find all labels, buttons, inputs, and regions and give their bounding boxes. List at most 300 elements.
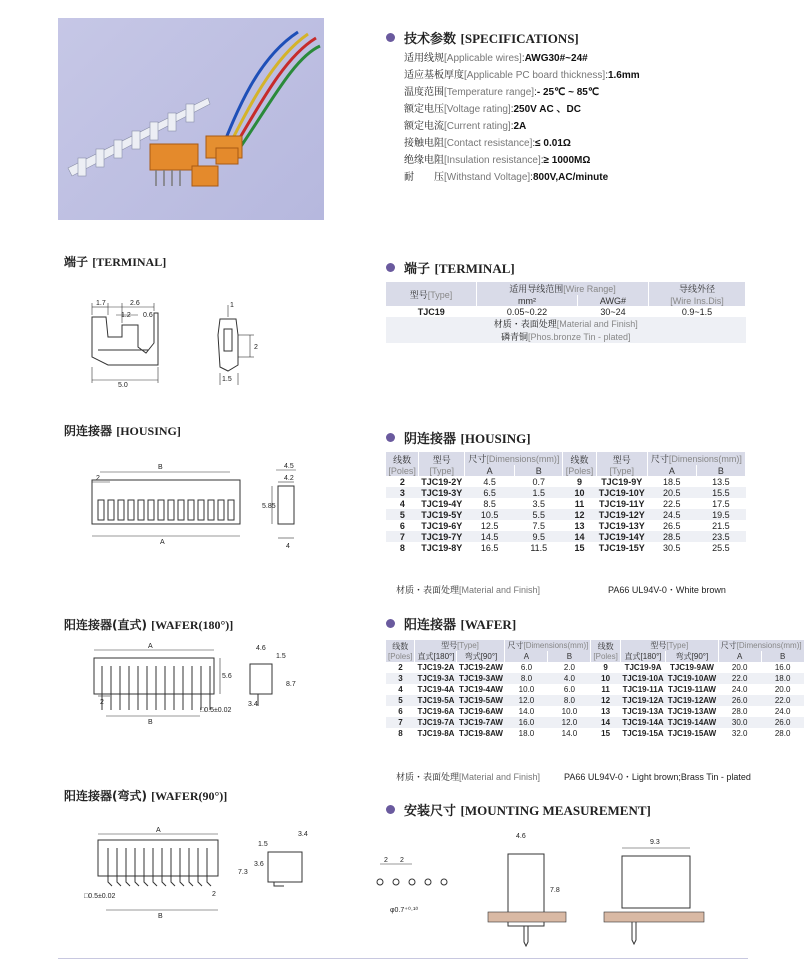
- header-poles: 线数 [Poles]: [386, 640, 415, 662]
- table-cell: 10.5: [465, 509, 515, 520]
- bullet-icon: [386, 263, 395, 272]
- table-row: [386, 542, 746, 553]
- dim-label: 1: [230, 302, 234, 309]
- table-cell: TJC19-10Y: [596, 487, 647, 498]
- table-cell: TJC19-3Y: [419, 487, 465, 498]
- dim-label: 1.5: [222, 376, 232, 383]
- header-poles: 线数 [Poles]: [386, 452, 419, 476]
- bullet-icon: [386, 33, 395, 42]
- specs-list: [404, 50, 640, 186]
- table-cell: TJC19-12Y: [596, 509, 647, 520]
- header-type: 型号 [Type]: [419, 452, 465, 476]
- housing-heading: 阴连接器 [HOUSING]: [64, 424, 181, 438]
- table-cell: 2.0: [563, 663, 575, 672]
- footer-divider: [58, 958, 748, 959]
- dim-label: 3.6: [254, 861, 264, 868]
- housing-cavity: [98, 500, 104, 520]
- table-cell: TJC19-3A: [415, 673, 457, 684]
- table-cell: 13.5: [712, 476, 730, 487]
- spec-row: [404, 118, 640, 135]
- dim-label: 2: [254, 344, 258, 351]
- table-row: [386, 509, 746, 520]
- table-cell: TJC19-12AW: [667, 696, 717, 705]
- dim-label: 4.2: [284, 475, 294, 482]
- header-bent: 弯式[90°]: [666, 651, 718, 662]
- table-cell: 4.5: [483, 476, 496, 487]
- dim-label: 4.6: [516, 833, 526, 840]
- table-row: [386, 520, 746, 531]
- dim-label: 3.4: [298, 831, 308, 838]
- table-cell: 4.0: [548, 673, 591, 684]
- spec-value: ≤ 0.01Ω: [535, 138, 571, 149]
- header-b: B: [696, 465, 745, 476]
- table-cell: 5: [386, 509, 419, 520]
- header-poles: 线数 [Poles]: [591, 640, 620, 662]
- header-type: 型号[Type]: [415, 640, 505, 651]
- dim-label: A: [156, 827, 161, 834]
- dim-label: 7.8: [550, 887, 560, 894]
- dim-label: 7.3: [238, 869, 248, 876]
- spec-value: 250V AC 、DC: [513, 104, 581, 115]
- spec-sep: :: [521, 53, 525, 64]
- header-dim: 尺寸[Dimensions(mm)]: [647, 452, 745, 465]
- table-cell: TJC19-13Y: [598, 520, 645, 531]
- table-cell: 9: [603, 663, 608, 672]
- table-cell: 3: [386, 673, 415, 684]
- spec-label-en: [Voltage rating]: [444, 104, 511, 115]
- wafer-table-title: 阳连接器 [WAFER]: [386, 614, 516, 633]
- cell-od: 0.9~1.5: [681, 306, 713, 317]
- housing-cavity: [218, 500, 224, 520]
- dim-label: 2.6: [130, 300, 140, 307]
- mounting-title: 安装尺寸 [MOUNTING MEASUREMENT]: [386, 800, 651, 819]
- spec-sep: :: [532, 138, 536, 149]
- table-cell: TJC19-2Y: [421, 476, 463, 487]
- table-cell: TJC19-12A: [622, 696, 664, 705]
- spec-label: 额定电压: [404, 104, 444, 115]
- table-cell: 5: [386, 695, 415, 706]
- table-cell: 14: [591, 717, 620, 728]
- spec-sep: :: [534, 87, 537, 98]
- dim-label: 2: [384, 857, 388, 864]
- spec-label-en: [Contact resistance]: [444, 138, 533, 149]
- table-row: [386, 684, 804, 695]
- table-cell: 15.5: [696, 487, 745, 498]
- header-bent: 弯式[90°]: [457, 651, 505, 662]
- dim-label: φ0.7⁺⁰·¹⁰: [390, 907, 419, 914]
- pin: [108, 848, 112, 886]
- table-cell: 8: [398, 729, 403, 738]
- table-cell: TJC19-4Y: [421, 498, 463, 509]
- table-cell: 28.0: [731, 707, 748, 716]
- table-cell: 24.0: [774, 707, 791, 716]
- wafer90-drawing: [84, 826, 328, 922]
- bullet-icon: [386, 619, 395, 628]
- dim-label: 1.5: [276, 653, 286, 660]
- housing-table-title: 阴连接器 [HOUSING]: [386, 428, 531, 447]
- table-cell: 8.0: [505, 673, 548, 684]
- spec-sep: :: [510, 104, 514, 115]
- table-cell: 18.0: [761, 673, 804, 684]
- housing-cavity: [198, 500, 204, 520]
- table-cell: TJC19-4A: [417, 685, 455, 694]
- connector-illustration: [58, 18, 324, 220]
- header-a: A: [647, 465, 696, 476]
- header-a: A: [505, 651, 548, 662]
- table-row: [386, 498, 746, 509]
- finish-label: 磷青铜[Phos.bronze Tin - plated]: [386, 330, 746, 343]
- dim-label: 3.4: [248, 701, 258, 708]
- table-cell: TJC19-11AW: [667, 685, 716, 694]
- table-cell: 16.5: [480, 542, 499, 553]
- table-cell: 11: [601, 685, 610, 694]
- table-cell: 10.0: [518, 685, 535, 694]
- table-cell: 11.5: [530, 542, 548, 553]
- table-cell: 6.0: [520, 663, 533, 672]
- table-cell: TJC19-14AW: [667, 718, 717, 727]
- table-cell: TJC19-14A: [622, 718, 664, 727]
- dim-label: 4.5: [284, 463, 294, 470]
- header-range: 适用导线范围[Wire Range]: [477, 282, 649, 295]
- pin: [198, 848, 202, 886]
- table-cell: 3.5: [532, 498, 545, 509]
- table-cell: TJC19-11Y: [598, 498, 645, 509]
- housing-cavity: [158, 500, 164, 520]
- table-cell: TJC19-8Y: [421, 542, 463, 553]
- table-cell: 8: [399, 542, 405, 553]
- table-cell: 23.5: [696, 531, 745, 542]
- table-cell: 6.0: [563, 685, 575, 694]
- table-cell: TJC19-7Y: [419, 531, 465, 542]
- spec-row: [404, 84, 640, 101]
- pin: [126, 848, 130, 886]
- wafer-table: [386, 640, 805, 739]
- table-cell: 26.0: [761, 717, 804, 728]
- header-od: 导线外径: [649, 282, 746, 295]
- cell-mm2: 0.05~0.22: [506, 306, 548, 317]
- housing-cavity: [168, 500, 174, 520]
- table-cell: 5.5: [515, 509, 563, 520]
- spec-label-en: [Applicable wires]: [444, 53, 522, 64]
- table-cell: 11: [574, 498, 585, 509]
- wafer180-drawing: [88, 644, 308, 740]
- table-cell: 26.0: [718, 695, 761, 706]
- table-cell: 26.5: [663, 520, 681, 531]
- table-cell: 10: [591, 673, 620, 684]
- table-cell: 21.5: [712, 520, 730, 531]
- table-cell: TJC19-9AW: [669, 663, 714, 672]
- table-cell: TJC19-11A: [622, 685, 664, 694]
- dim-label: B: [158, 464, 163, 471]
- table-cell: 12.5: [480, 520, 499, 531]
- spec-label: 适应基板厚度: [404, 70, 464, 81]
- table-cell: 6: [398, 707, 403, 716]
- table-cell: 25.5: [712, 542, 730, 553]
- table-row: [386, 706, 804, 717]
- terminal-table-title: 端子 [TERMINAL]: [386, 258, 515, 277]
- table-cell: 16.0: [774, 663, 791, 672]
- dim-label: A: [160, 539, 165, 546]
- table-cell: 18.0: [518, 729, 535, 738]
- pin: [144, 848, 148, 886]
- cell-type: TJC19: [417, 306, 445, 317]
- spec-label: 额定电流: [404, 121, 444, 132]
- terminal-drawing: [88, 295, 288, 395]
- dim-label: 2: [96, 475, 100, 482]
- table-cell: 2: [398, 663, 403, 672]
- dim-label: 8.7: [286, 681, 296, 688]
- dim-label: 2: [100, 699, 104, 706]
- dim-label: 1.7: [96, 300, 106, 307]
- table-cell: 22.5: [663, 498, 681, 509]
- header-type: 型号[Type]: [386, 282, 477, 306]
- spec-sep: :: [530, 172, 533, 183]
- table-cell: 14.5: [465, 531, 515, 542]
- pin: [171, 848, 175, 886]
- table-cell: TJC19-6A: [417, 707, 455, 716]
- table-cell: TJC19-7A: [415, 717, 457, 728]
- housing-cavity: [178, 500, 184, 520]
- table-row: [386, 476, 746, 487]
- table-cell: 22.0: [718, 673, 761, 684]
- table-row: [386, 487, 746, 498]
- spec-value: - 25℃ ~ 85℃: [536, 87, 600, 98]
- table-row: [386, 695, 804, 706]
- table-cell: 32.0: [731, 729, 748, 738]
- header-od-en: [Wire Ins.Dis]: [649, 295, 746, 306]
- dim-label: 4: [286, 543, 290, 550]
- table-cell: TJC19-5AW: [458, 696, 503, 705]
- header-a: A: [718, 651, 761, 662]
- table-cell: TJC19-8AW: [458, 729, 503, 738]
- dim-label: A: [148, 643, 153, 650]
- table-cell: TJC19-15AW: [667, 729, 717, 738]
- material-label: 材质・表面处理[Material and Finish]: [386, 317, 746, 330]
- table-cell: 30.5: [663, 542, 681, 553]
- header-dim: 尺寸[Dimensions(mm)]: [718, 640, 804, 651]
- bullet-icon: [386, 433, 395, 442]
- spec-label-en: [Withstand Voltage]: [444, 172, 531, 183]
- spec-value: 2A: [513, 121, 527, 132]
- table-cell: 7: [386, 531, 419, 542]
- spec-label-en: [Insulation resistance]: [444, 155, 541, 166]
- spec-row: [404, 50, 640, 67]
- dim-label: 1.2: [121, 312, 131, 319]
- pin: [162, 848, 166, 886]
- table-cell: 14.0: [561, 729, 578, 738]
- table-cell: 4: [399, 498, 405, 509]
- table-cell: 13: [574, 520, 585, 531]
- wafer-material: 材质・表面处理[Material and Finish]: [396, 772, 541, 782]
- header-b: B: [548, 651, 591, 662]
- specs-title: 技术参数 [SPECIFICATIONS]: [386, 28, 579, 47]
- header-mm2: mm²: [477, 295, 578, 306]
- table-cell: TJC19-2A: [417, 663, 455, 672]
- table-row: [386, 306, 746, 317]
- spec-row: [404, 67, 640, 84]
- dim-label: 2: [212, 891, 216, 898]
- table-cell: 12: [563, 509, 596, 520]
- table-cell: 28.5: [647, 531, 696, 542]
- spec-sep: :: [540, 155, 544, 166]
- spec-row: [404, 135, 640, 152]
- dim-label: □0.5±0.02: [84, 893, 116, 900]
- wafer-finish: PA66 UL94V-0・Light brown;Brass Tin - plated: [564, 772, 751, 782]
- table-cell: 12.0: [505, 695, 548, 706]
- table-cell: TJC19-7AW: [458, 718, 503, 727]
- table-cell: 0.7: [532, 476, 545, 487]
- pin: [207, 848, 211, 886]
- spec-label-en: [Current rating]: [444, 121, 511, 132]
- table-cell: 4: [398, 685, 403, 694]
- table-cell: 18.5: [663, 476, 681, 487]
- housing-table: [386, 452, 746, 553]
- spec-value: AWG30#~24#: [524, 53, 588, 64]
- table-cell: TJC19-3AW: [458, 674, 503, 683]
- header-b: B: [515, 465, 563, 476]
- pin: [135, 848, 139, 886]
- table-row: [386, 662, 804, 673]
- spec-sep: :: [605, 70, 608, 81]
- table-cell: 3: [386, 487, 419, 498]
- housing-cavity: [228, 500, 234, 520]
- table-cell: 7.5: [532, 520, 545, 531]
- dim-label: 9.3: [650, 839, 660, 846]
- table-cell: 24.0: [731, 685, 748, 694]
- dim-label: 5.85: [262, 503, 276, 510]
- dim-label: 4.6: [256, 645, 266, 652]
- spec-label: 适用线规: [404, 53, 444, 64]
- pin: [180, 848, 184, 886]
- cell-awg: 30~24: [600, 306, 626, 317]
- spec-label: 接触电阻: [404, 138, 444, 149]
- spec-label: 绝缘电阻: [404, 155, 444, 166]
- table-cell: 15: [574, 542, 585, 553]
- header-dim: 尺寸[Dimensions(mm)]: [465, 452, 563, 465]
- spec-label: 温度范围: [404, 87, 444, 98]
- header-dim: 尺寸[Dimensions(mm)]: [505, 640, 591, 651]
- table-cell: TJC19-5A: [415, 695, 457, 706]
- table-cell: 1.5: [515, 487, 563, 498]
- header-straight: 直式[180°]: [620, 651, 665, 662]
- housing-cavity: [148, 500, 154, 520]
- table-cell: TJC19-15A: [622, 729, 664, 738]
- pin: [189, 848, 193, 886]
- table-cell: 14.0: [518, 707, 535, 716]
- table-cell: 8.0: [548, 695, 591, 706]
- header-straight: 直式[180°]: [415, 651, 457, 662]
- spec-sep: :: [510, 121, 514, 132]
- header-type: 型号 [Type]: [596, 452, 647, 476]
- spec-row: [404, 152, 640, 169]
- mounting-drawing: [360, 826, 750, 952]
- table-cell: TJC19-6Y: [421, 520, 463, 531]
- table-cell: 15: [601, 729, 611, 738]
- table-cell: TJC19-13A: [622, 707, 664, 716]
- table-cell: 12.0: [548, 717, 591, 728]
- table-cell: 6: [399, 520, 405, 531]
- pin: [153, 848, 157, 886]
- housing-finish: PA66 UL94V-0・White brown: [608, 585, 726, 595]
- table-cell: 9.5: [515, 531, 563, 542]
- housing-cavity: [138, 500, 144, 520]
- table-cell: 12: [591, 695, 620, 706]
- pin: [117, 848, 121, 886]
- spec-label-en: [Applicable PC board thickness]: [464, 70, 606, 81]
- table-cell: TJC19-13AW: [667, 707, 717, 716]
- table-cell: 16.0: [505, 717, 548, 728]
- table-row: [386, 717, 804, 728]
- dim-label: □0.5±0.02: [200, 707, 232, 714]
- table-cell: TJC19-14Y: [596, 531, 647, 542]
- dim-label: 0.6: [143, 312, 153, 319]
- table-cell: TJC19-10AW: [667, 674, 717, 683]
- housing-material: 材质・表面处理[Material and Finish]: [396, 585, 541, 595]
- table-cell: 2: [399, 476, 405, 487]
- table-cell: 30.0: [718, 717, 761, 728]
- table-cell: TJC19-5Y: [419, 509, 465, 520]
- spec-label-en: [Temperature range]: [444, 87, 535, 98]
- spec-row: [404, 101, 640, 118]
- spec-value: ≥ 1000MΩ: [543, 155, 591, 166]
- spec-row: [404, 169, 640, 186]
- wafer180-heading: 阳连接器(直式) [WAFER(180°)]: [64, 618, 234, 632]
- table-cell: TJC19-10A: [622, 674, 664, 683]
- header-poles: 线数 [Poles]: [563, 452, 596, 476]
- housing-cavity: [108, 500, 114, 520]
- table-cell: 17.5: [712, 498, 730, 509]
- table-row: [386, 531, 746, 542]
- dim-label: 1.5: [258, 841, 268, 848]
- dim-label: B: [148, 719, 153, 726]
- table-cell: TJC19-15Y: [598, 542, 645, 553]
- dim-label: B: [158, 913, 163, 920]
- table-cell: 14: [563, 531, 596, 542]
- housing-cavity: [208, 500, 214, 520]
- table-cell: 10: [563, 487, 596, 498]
- terminal-table: [386, 282, 746, 343]
- housing-cavity: [118, 500, 124, 520]
- dim-label: 2: [400, 857, 404, 864]
- table-cell: 10.0: [561, 707, 578, 716]
- table-row: [386, 673, 804, 684]
- housing-drawing: [88, 458, 308, 554]
- table-cell: 6.5: [465, 487, 515, 498]
- table-cell: 9: [577, 476, 583, 487]
- table-cell: TJC19-9Y: [601, 476, 643, 487]
- table-cell: TJC19-4AW: [458, 685, 503, 694]
- table-cell: TJC19-2AW: [458, 663, 503, 672]
- table-row: [386, 728, 804, 739]
- terminal-heading: 端子 [TERMINAL]: [64, 255, 167, 269]
- table-cell: 8.5: [483, 498, 496, 509]
- table-cell: 7: [386, 717, 415, 728]
- spec-value: 800V,AC/minute: [532, 172, 609, 183]
- table-cell: 20.0: [774, 685, 791, 694]
- table-cell: 20.0: [731, 663, 748, 672]
- header-b: B: [761, 651, 804, 662]
- dim-label: 5.6: [222, 673, 232, 680]
- table-cell: TJC19-9A: [624, 663, 662, 672]
- table-cell: TJC19-8A: [417, 729, 455, 738]
- table-cell: TJC19-6AW: [458, 707, 503, 716]
- spec-label: 耐 压: [404, 172, 444, 183]
- header-awg: AWG#: [577, 295, 648, 306]
- bullet-icon: [386, 805, 395, 814]
- dim-label: 5.0: [118, 382, 128, 389]
- header-type: 型号[Type]: [620, 640, 718, 651]
- table-cell: 24.5: [647, 509, 696, 520]
